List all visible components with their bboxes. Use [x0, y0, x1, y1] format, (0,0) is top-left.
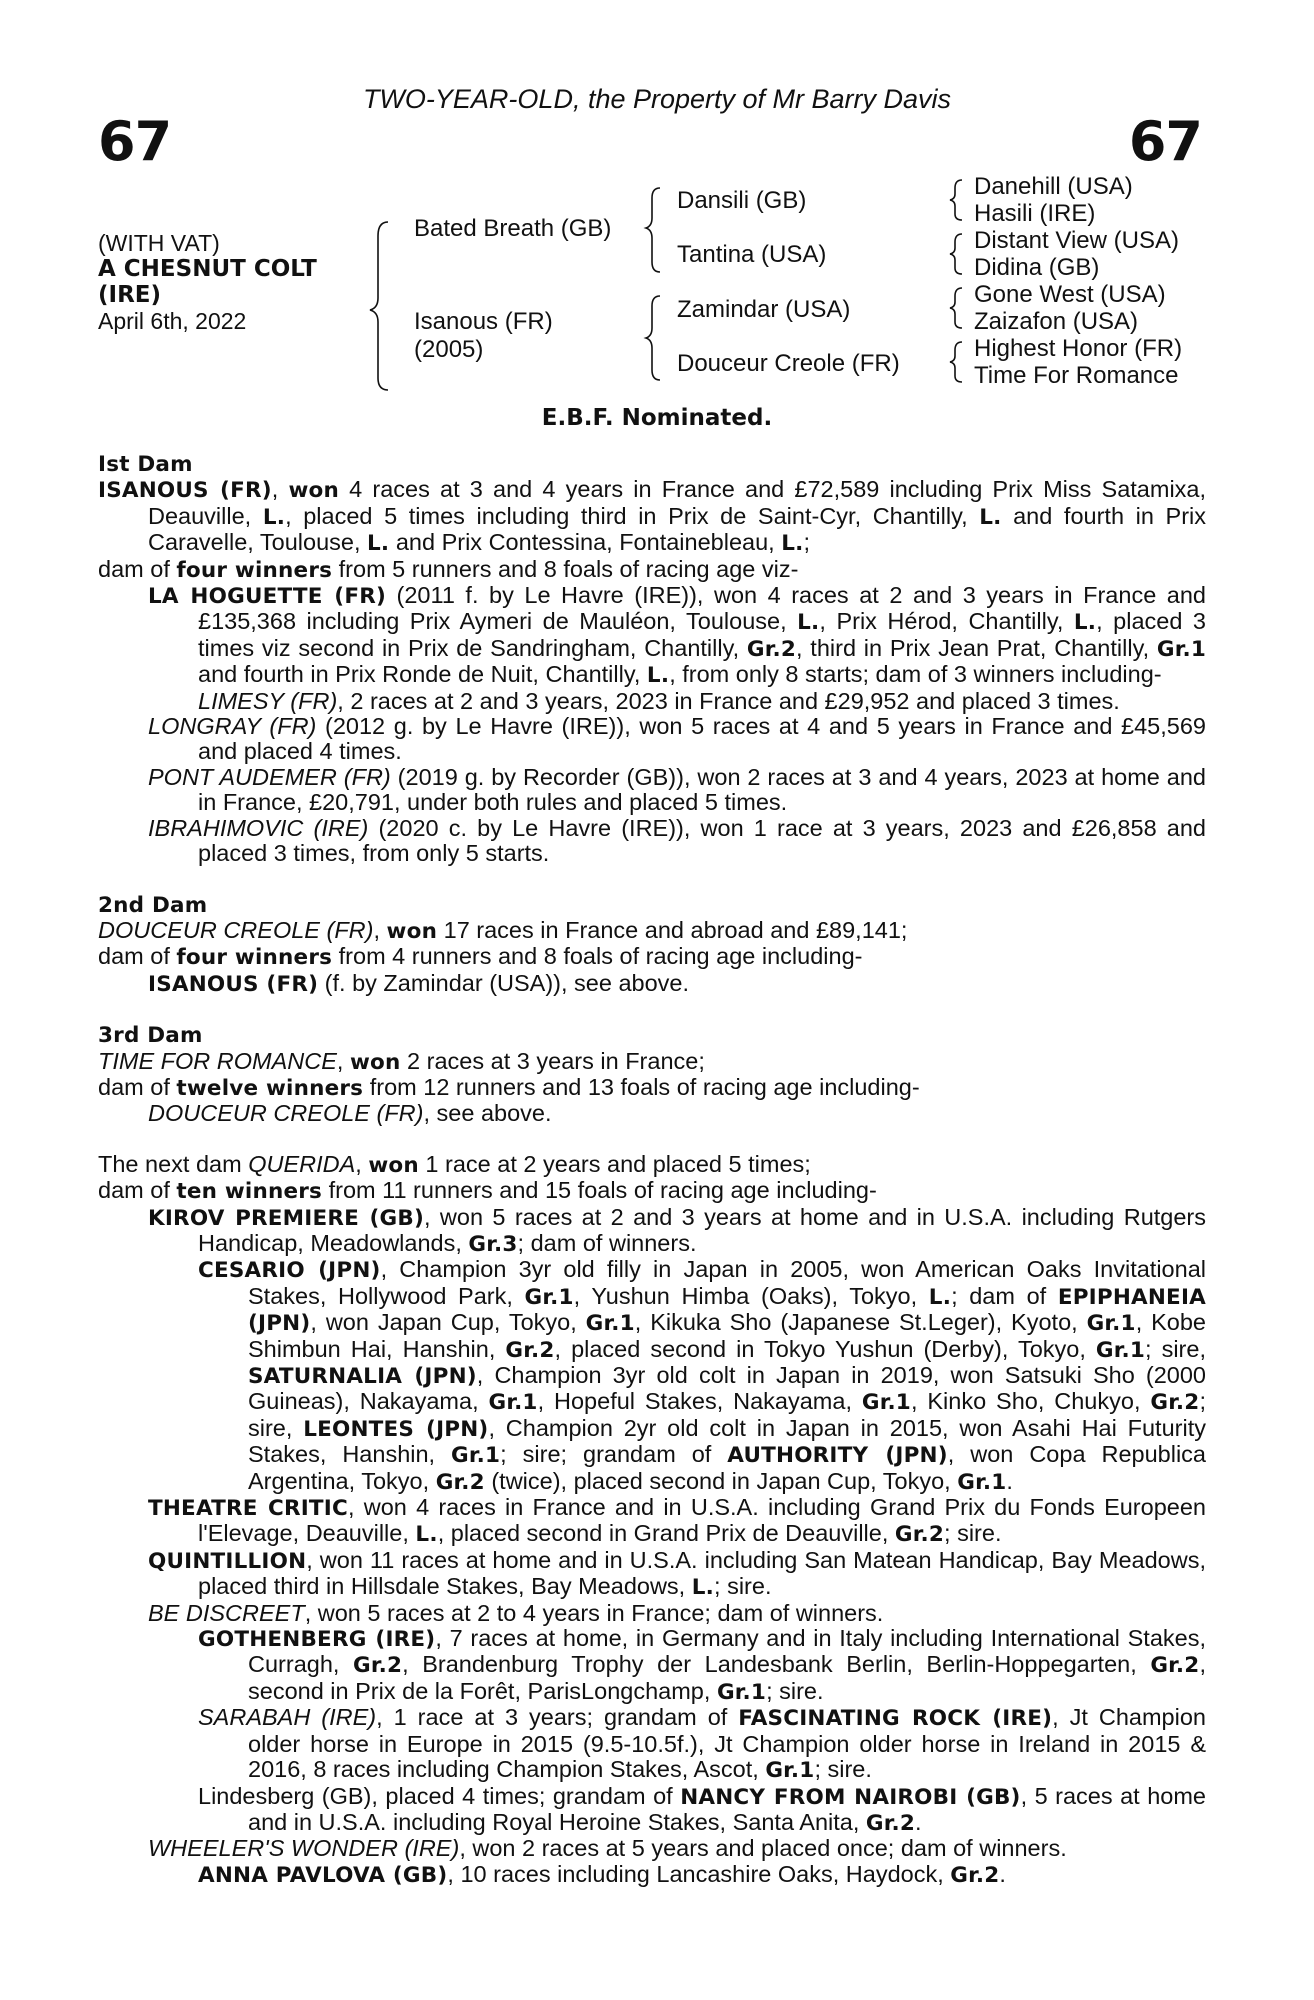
text-run: , won 5 races at 2 and 3 years at home and in U.S.A. including Rutgers Handicap, Meadowlands, [198, 1203, 1207, 1256]
bold-run: ISANOUS (FR) [98, 478, 272, 504]
text-run: , won 11 races at home and in U.S.A. including San Matean Handicap, Bay Meadows, placed third in Hillsdale Stakes, Bay Meadows, [198, 1546, 1206, 1600]
text-run: (2019 g. by Recorder (GB)), won 2 races at 3 and 4 years, 2023 at home and in France, £20,791, under both rules and placed 5 times. [198, 763, 1206, 816]
text-run: , 10 races including Lancashire Oaks, Haydock, [447, 1860, 951, 1887]
bold-run: won [368, 1152, 419, 1178]
bold-run: L. [781, 531, 804, 557]
text-run: , see above. [423, 1100, 552, 1127]
brace-g3 [950, 288, 962, 328]
text-run: (2011 f. by Le Havre (IRE)), won 4 races at 2 and 3 years in France and £135,368 including Prix Aymeri de Mauléon, Toulouse, [198, 582, 1207, 635]
bold-run: LA HOGUETTE (FR) [148, 584, 386, 610]
text-run: , third in Prix Jean Prat, Chantilly, [796, 634, 1157, 661]
bold-run: four winners [176, 557, 333, 583]
text-run: , Champion 3yr old filly in Japan in 2005, won American Oaks Invitational Stakes, Hollywood Park, [248, 1256, 1206, 1309]
bold-run: L. [262, 504, 286, 530]
lot-number-left: 67 [98, 110, 172, 173]
bold-run: CESARIO (JPN) [198, 1258, 381, 1284]
bold-run: GOTHENBERG (IRE) [198, 1627, 436, 1653]
pedigree-paragraph [98, 689, 1206, 714]
sale-header: TWO-YEAR-OLD, the Property of Mr Barry Davis [362, 84, 952, 114]
text-run: , won 5 races at 2 to 4 years in France; dam of winners. [304, 1599, 884, 1626]
text-run: , placed second in Grand Prix de Deauville, [437, 1520, 895, 1547]
pedigree-paragraph [98, 765, 1206, 816]
text-run: ; dam of winners. [517, 1229, 697, 1256]
text-run: from 11 runners and 15 foals of racing age including- [322, 1177, 877, 1204]
grandparent-2: Hasili (IRE) [974, 200, 1096, 227]
italic-run: LONGRAY (FR) [148, 713, 317, 740]
text-run: , Hopeful Stakes, Nakayama, [537, 1388, 862, 1415]
bold-run: four winners [176, 945, 333, 971]
text-run: , Kinko Sho, Chukyo, [910, 1388, 1151, 1415]
text-run: , won Copa Republica Argentina, Tokyo, [248, 1441, 1206, 1494]
ebf-nomination: E.B.F. Nominated. [541, 405, 773, 431]
text-run: , [373, 916, 387, 943]
italic-run: IBRAHIMOVIC (IRE) [148, 814, 369, 841]
text-run: The next dam [98, 1150, 249, 1177]
pedigree-paragraph [98, 918, 1206, 944]
text-run: , [355, 1150, 369, 1177]
grandparent-8: Time For Romance [974, 362, 1179, 389]
text-run: , won Japan Cup, Tokyo, [310, 1309, 586, 1336]
text-run: from 5 runners and 8 foals of racing age viz- [332, 555, 799, 582]
bold-run: won [288, 478, 340, 504]
bold-run: Gr.2 [435, 1469, 485, 1495]
bold-run: Gr.1 [488, 1390, 538, 1416]
pedigree-paragraph [98, 557, 1206, 583]
text-run: , Champion 3yr old colt in Japan in 2019, won Satsuki Sho (2000 Guineas), Nakayama, [248, 1362, 1206, 1415]
text-run: ; sire. [714, 1573, 772, 1600]
bold-run: Gr.1 [524, 1284, 574, 1310]
text-run: , Yushun Himba (Oaks), Tokyo, [573, 1282, 929, 1309]
text-run: , 7 races at home, in Germany and in Italy including International Stakes, Curragh, [248, 1625, 1207, 1678]
text-run: , Kikuka Sho (Japanese St.Leger), Kyoto, [634, 1309, 1087, 1336]
text-run: (2020 c. by Le Havre (IRE)), won 1 race at 3 years, 2023 and £26,858 and placed 3 times, from only 5 starts. [198, 814, 1206, 867]
pedigree-paragraph [98, 1705, 1206, 1783]
text-run: , placed 5 times including third in Prix de Saint-Cyr, Chantilly, [285, 502, 980, 529]
text-run: (twice), placed second in Japan Cup, Tokyo, [484, 1467, 958, 1494]
text-run: , 5 races at home and in U.S.A. including Royal Heroine Stakes, Santa Anita, [248, 1782, 1206, 1835]
text-run: ; sire, [248, 1388, 1206, 1441]
text-run: . [999, 1860, 1006, 1887]
text-run: dam of [98, 1073, 177, 1100]
lot-name: A CHESNUT COLT [98, 256, 317, 282]
text-run: ; sire; grandam of [500, 1441, 728, 1468]
bold-run: Gr.2 [950, 1862, 1000, 1888]
pedigree-paragraph [98, 1601, 1206, 1626]
italic-run: DOUCEUR CREOLE (FR) [98, 916, 374, 943]
text-run: 2 races at 3 years in France; [400, 1047, 705, 1074]
pedigree-paragraph [98, 1075, 1206, 1101]
pedigree-paragraph [98, 944, 1206, 970]
lot-number-right: 67 [1128, 110, 1202, 173]
pedigree-paragraph [98, 583, 1206, 689]
section-heading [98, 893, 1206, 918]
text-run: , 2 races at 2 and 3 years, 2023 in France and £29,952 and placed 3 times. [337, 687, 1120, 714]
bold-run: AUTHORITY (JPN) [727, 1443, 948, 1469]
text-run: . [915, 1808, 922, 1835]
pedigree-paragraph [98, 971, 1206, 997]
text-run: 4 races at 3 and 4 years in France and £72,589 including Prix Miss Satamixa, Deauville, [148, 476, 1207, 529]
bold-run: L. [691, 1575, 715, 1601]
bold-run: Gr.1 [765, 1758, 815, 1784]
pedigree-paragraph [98, 1836, 1206, 1861]
section-heading [98, 1023, 1206, 1048]
bold-run: Gr.2 [505, 1337, 555, 1363]
grandparent-4: Didina (GB) [974, 254, 1100, 281]
text-run: , 1 race at 3 years; grandam of [376, 1704, 739, 1731]
bold-run: NANCY FROM NAIROBI (GB) [680, 1784, 1021, 1810]
text-run: ; [803, 529, 811, 556]
pedigree-paragraph [98, 1205, 1206, 1258]
pedigree-paragraph [98, 1495, 1206, 1548]
text-run: , [271, 476, 289, 503]
pedigree-paragraph [98, 1626, 1206, 1705]
text-run: 1 race at 2 years and placed 5 times; [418, 1150, 811, 1177]
text-run: ; sire. [944, 1520, 1002, 1547]
pedigree-paragraph [98, 1257, 1206, 1495]
bold-run: Ist Dam [98, 452, 193, 477]
text-run: ; sire. [766, 1677, 824, 1704]
text-run: (2012 g. by Le Havre (IRE)), won 5 races at 4 and 5 years in France and £45,569 and placed 4 times. [198, 713, 1206, 765]
vat-note: (WITH VAT) [98, 230, 220, 256]
pedigree-paragraph [98, 477, 1206, 556]
bold-run: LEONTES (JPN) [303, 1416, 489, 1442]
bold-run: Gr.2 [1150, 1653, 1200, 1679]
text-run: and fourth in Prix Ronde de Nuit, Chantilly, [198, 661, 647, 688]
grandparent-6: Zaizafon (USA) [974, 308, 1139, 335]
italic-run: TIME FOR ROMANCE [98, 1047, 337, 1074]
text-run: , Kobe Shimbun Hai, Hanshin, [248, 1309, 1206, 1362]
sire-dam: Tantina (USA) [677, 241, 827, 268]
dam-dam: Douceur Creole (FR) [677, 350, 900, 377]
grandparent-1: Danehill (USA) [974, 173, 1133, 200]
brace-g1 [950, 180, 962, 220]
brace-sire [646, 188, 660, 272]
bold-run: twelve winners [176, 1075, 364, 1101]
pedigree-paragraph [98, 1178, 1206, 1204]
text-run: Lindesberg (GB), placed 4 times; grandam of [198, 1782, 681, 1809]
sire: Bated Breath (GB) [414, 215, 612, 242]
grandparent-3: Distant View (USA) [974, 227, 1179, 254]
bold-run: KIROV PREMIERE (GB) [148, 1205, 425, 1231]
text-run: , from only 8 starts; dam of 3 winners including- [669, 661, 1162, 688]
sire-sire: Dansili (GB) [677, 187, 807, 214]
text-run: from 4 runners and 8 foals of racing age including- [332, 943, 863, 970]
text-run: , Brandenburg Trophy der Landesbank Berlin, Berlin-Hoppegarten, [402, 1651, 1151, 1678]
pedigree-paragraph [98, 714, 1206, 765]
text-run: . [1006, 1467, 1013, 1494]
bold-run: L. [367, 531, 390, 557]
italic-run: QUERIDA [248, 1150, 356, 1177]
text-run: 17 races in France and abroad and £89,141; [437, 916, 908, 943]
bold-run: Gr.1 [1095, 1337, 1146, 1363]
text-run: , second in Prix de la Forêt, ParisLongchamp, [248, 1651, 1206, 1704]
pedigree-paragraph [98, 816, 1206, 867]
text-run: dam of [98, 555, 177, 582]
text-run: , Jt Champion older horse in Europe in 2015 (9.5-10.5f.), Jt Champion older horse in Ireland in 2015 & 2016, 8 races including Champion Stakes, Ascot, [248, 1704, 1206, 1783]
bold-run: THEATRE CRITIC [148, 1496, 348, 1522]
pedigree-paragraph [98, 1784, 1206, 1837]
text-run: , [336, 1047, 350, 1074]
dam: Isanous (FR) [414, 308, 553, 335]
brace-dam [646, 296, 660, 380]
text-run: , Champion 2yr old colt in Japan in 2015, won Asahi Hai Futurity Stakes, Hanshin, [248, 1414, 1206, 1468]
bold-run: Gr.1 [1086, 1311, 1136, 1337]
bold-run: Gr.1 [957, 1469, 1007, 1495]
pedigree-paragraph [98, 1862, 1206, 1888]
bold-run: L. [646, 663, 670, 689]
bold-run: SATURNALIA (JPN) [248, 1364, 477, 1389]
bold-run: ANNA PAVLOVA (GB) [198, 1862, 448, 1888]
text-run: ; sire. [814, 1756, 872, 1783]
dam-year: (2005) [414, 336, 484, 363]
italic-run: SARABAH (IRE) [198, 1704, 377, 1731]
bold-run: L. [979, 504, 1002, 530]
grandparent-5: Gone West (USA) [974, 281, 1166, 308]
bold-run: L. [797, 610, 820, 636]
bold-run: ten winners [176, 1179, 323, 1205]
bold-run: won [386, 918, 438, 944]
text-run: , won 2 races at 5 years and placed once; dam of winners. [459, 1835, 1067, 1862]
catalogue-text [98, 452, 1206, 1888]
pedigree-paragraph [98, 1049, 1206, 1075]
bold-run: L. [928, 1284, 952, 1310]
bold-run: Gr.1 [1156, 636, 1206, 662]
bold-run: L. [1073, 610, 1097, 636]
pedigree-paragraph [98, 1101, 1206, 1126]
bold-run: Gr.2 [746, 636, 797, 662]
bold-run: 3rd Dam [98, 1023, 203, 1049]
spacer [98, 1127, 1206, 1152]
bold-run: Gr.2 [865, 1810, 916, 1836]
bold-run: Gr.1 [716, 1679, 767, 1705]
text-run: , Prix Hérod, Chantilly, [819, 608, 1074, 635]
bold-run: EPIPHANEIA (JPN) [248, 1284, 1206, 1337]
italic-run: BE DISCREET [148, 1599, 305, 1626]
brace-sire-dam [370, 222, 388, 390]
bold-run: won [349, 1049, 401, 1075]
text-run: , placed second in Tokyo Yushun (Derby), Tokyo, [554, 1335, 1096, 1362]
text-run: , won 4 races in France and in U.S.A. including Grand Prix du Fonds Europeen l'Elevage, Deauville, [198, 1494, 1206, 1547]
italic-run: LIMESY (FR) [198, 687, 338, 714]
foaling-date: April 6th, 2022 [98, 308, 247, 334]
text-run: from 12 runners and 13 foals of racing age including- [363, 1073, 920, 1100]
bold-run: Gr.2 [894, 1522, 945, 1548]
dam-sire: Zamindar (USA) [677, 296, 851, 323]
brace-g4 [950, 342, 962, 382]
grandparent-7: Highest Honor (FR) [974, 335, 1183, 362]
bold-run: 2nd Dam [98, 892, 208, 918]
text-run: and fourth in Prix Caravelle, Toulouse, [148, 502, 1206, 556]
italic-run: WHEELER'S WONDER (IRE) [148, 1835, 460, 1862]
bold-run: Gr.1 [585, 1311, 635, 1337]
bold-run: FASCINATING ROCK (IRE) [738, 1706, 1053, 1732]
bold-run: L. [415, 1522, 438, 1548]
text-run: dam of [98, 943, 177, 970]
text-run: , placed 3 times viz second in Prix de Sandringham, Chantilly, [198, 608, 1207, 661]
italic-run: PONT AUDEMER (FR) [148, 763, 391, 790]
brace-g2 [950, 234, 962, 274]
italic-run: DOUCEUR CREOLE (FR) [148, 1100, 424, 1127]
bold-run: Gr.2 [353, 1653, 403, 1679]
text-run: (f. by Zamindar (USA)), see above. [318, 969, 690, 996]
bold-run: ISANOUS (FR) [148, 971, 319, 997]
bold-run: Gr.1 [451, 1443, 501, 1469]
text-run: dam of [98, 1177, 177, 1204]
text-run: ; sire, [1145, 1335, 1206, 1362]
bold-run: Gr.2 [1150, 1390, 1200, 1416]
bold-run: QUINTILLION [148, 1548, 307, 1574]
section-heading [98, 452, 1206, 477]
bold-run: Gr.1 [861, 1390, 911, 1416]
pedigree-paragraph [98, 1152, 1206, 1178]
text-run: ; dam of [951, 1282, 1058, 1309]
bold-run: Gr.3 [468, 1231, 518, 1257]
pedigree-paragraph [98, 1548, 1206, 1601]
lot-name-country: (IRE) [98, 282, 162, 308]
text-run: and Prix Contessina, Fontainebleau, [389, 529, 782, 556]
